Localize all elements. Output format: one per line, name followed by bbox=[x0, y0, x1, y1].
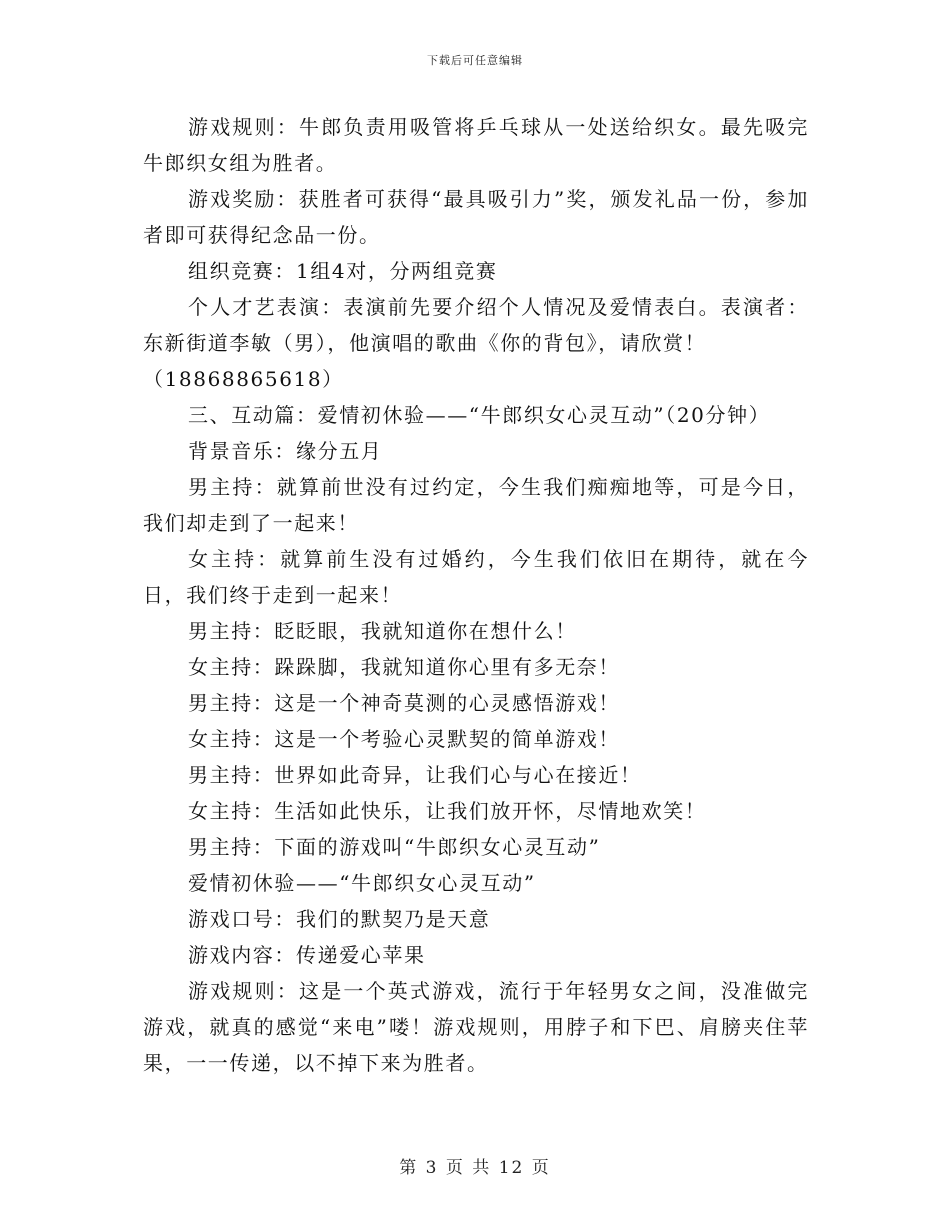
paragraph-game-title: 爱情初休验——“牛郎织女心灵互动” bbox=[188, 871, 536, 895]
paragraph-female-host-1: 女主持：就算前生没有过婚约，今生我们依旧在期待，就在今日，我们终于走到一起来！ bbox=[143, 547, 809, 607]
paragraph-female-host-4: 女主持：生活如此快乐，让我们放开怀，尽情地欢笑！ bbox=[188, 799, 707, 823]
document-body bbox=[143, 109, 809, 1081]
page-header: 下载后可任意编辑 bbox=[427, 54, 523, 67]
paragraph-phone: （18868865618） bbox=[143, 367, 344, 391]
paragraph-male-host-4: 男主持：世界如此奇异，让我们心与心在接近！ bbox=[188, 763, 642, 787]
paragraph-male-host-5: 男主持：下面的游戏叫“牛郎织女心灵互动” bbox=[188, 835, 601, 859]
page-number: 第 3 页 共 12 页 bbox=[399, 1158, 551, 1178]
paragraph-male-host-2: 男主持：眨眨眼，我就知道你在想什么！ bbox=[188, 619, 577, 643]
paragraph-female-host-3: 女主持：这是一个考验心灵默契的简单游戏！ bbox=[188, 727, 620, 751]
paragraph-male-host-3: 男主持：这是一个神奇莫测的心灵感悟游戏！ bbox=[188, 691, 620, 715]
paragraph-reward: 游戏奖励：获胜者可获得“最具吸引力”奖，颁发礼品一份，参加者即可获得纪念品一份。 bbox=[143, 187, 809, 247]
paragraph-competition: 组织竞赛：1组4对，分两组竞赛 bbox=[188, 259, 498, 283]
paragraph-rules-1: 游戏规则：牛郎负责用吸管将乒乓球从一处送给织女。最先吸完牛郎织女组为胜者。 bbox=[143, 115, 809, 175]
paragraph-female-host-2: 女主持：跺跺脚，我就知道你心里有多无奈！ bbox=[188, 655, 620, 679]
paragraph-rules-2: 游戏规则：这是一个英式游戏，流行于年轻男女之间，没准做完游戏，就真的感觉“来电”喽！游戏规则，用脖子和下巴、肩膀夹住苹果，一一传递，以不掉下来为胜者。 bbox=[143, 979, 809, 1075]
paragraph-game-slogan: 游戏口号：我们的默契乃是天意 bbox=[188, 907, 491, 931]
paragraph-male-host-1: 男主持：就算前世没有过约定，今生我们痴痴地等，可是今日，我们却走到了一起来！ bbox=[143, 475, 809, 535]
paragraph-talent-show: 个人才艺表演：表演前先要介绍个人情况及爱情表白。表演者：东新街道李敏（男），他演唱的歌曲《你的背包》，请欣赏！ bbox=[143, 295, 809, 355]
paragraph-game-content: 游戏内容：传递爱心苹果 bbox=[188, 943, 426, 967]
paragraph-section-title: 三、互动篇：爱情初休验——“牛郎织女心灵互动”（20分钟） bbox=[188, 403, 771, 427]
paragraph-background-music: 背景音乐：缘分五月 bbox=[188, 439, 383, 463]
